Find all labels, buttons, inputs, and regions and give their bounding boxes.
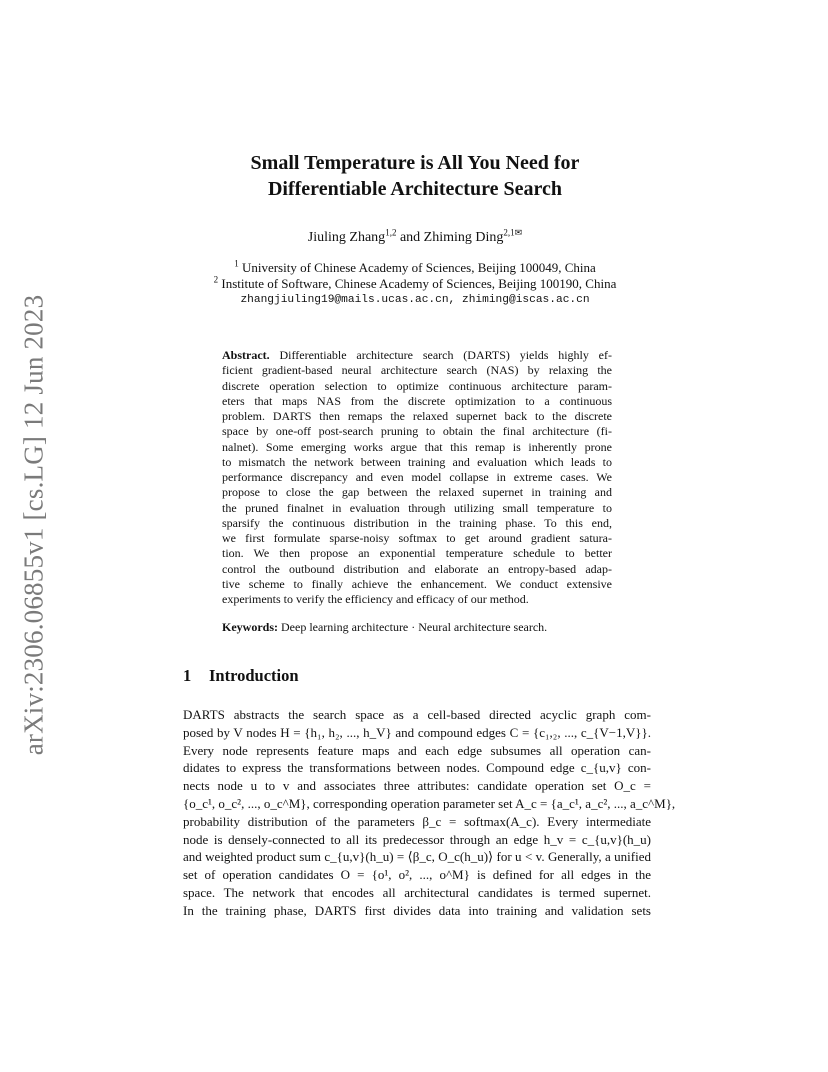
body-line: {o_c¹, o_c², ..., o_c^M}, corresponding operation parameter set A_c = {a_c¹, a_c², ..., a_c^M}, <box>183 795 676 811</box>
author-emails: zhangjiuling19@mails.ucas.ac.cn, zhiming@iscas.ac.cn <box>240 294 590 306</box>
abstract-line: Abstract. Differentiable architecture search (DARTS) yields highly ef- <box>222 348 612 362</box>
author-1-affiliation-marker: 1,2 <box>385 227 397 238</box>
paper-title <box>150 150 680 202</box>
affiliation-1 <box>150 260 680 276</box>
keywords <box>222 620 612 635</box>
abstract-line: propose to close the gap between the relaxed supernet in training and <box>222 485 612 500</box>
title-line-2: Differentiable Architecture Search <box>267 178 562 200</box>
affiliation-2 <box>150 276 680 292</box>
abstract-line: problem. DARTS then remaps the relaxed supernet back to the discrete <box>222 409 612 423</box>
body-line: posed by V nodes H = {h₁, h₂, ..., h_V} and compound edges C = {c₁,₂, ..., c_{V−1,V}}. <box>183 724 651 740</box>
abstract-label: Abstract. <box>222 348 270 362</box>
body-line: didates to express the transformations between nodes. Compound edge c_{u,v} con- <box>183 760 651 776</box>
body-line: DARTS abstracts the search space as a cell-based directed acyclic graph com- <box>183 707 651 722</box>
abstract-line: the pruned finalnet in evaluation through utilizing small temperature to <box>222 500 612 515</box>
abstract-line: ficient gradient-based neural architecture search (NAS) by relaxing the <box>222 363 612 378</box>
abstract-line: discrete operation selection to optimize continuous architecture param- <box>222 378 612 393</box>
arxiv-sidebar <box>14 290 54 760</box>
abstract-line: to mismatch the network between training and evaluation which leads to <box>222 454 612 469</box>
body-line: Every node represents feature maps and each edge subsumes all operation can- <box>183 742 651 758</box>
affiliation-1-marker: 1 <box>234 258 239 269</box>
section-heading <box>183 666 299 686</box>
abstract-line: we first formulate sparse-noisy softmax to get around gradient satura- <box>222 531 612 545</box>
body-line: probability distribution of the parameters β_c = softmax(A_c). Every intermediate <box>183 813 651 829</box>
abstract-line: nalnet). Some emerging works argue that this remap is inherently prone <box>222 439 612 454</box>
section-number: 1 <box>183 666 192 685</box>
abstract-line: performance discrepancy and even model collapse in extreme cases. We <box>222 470 612 484</box>
author-conjunction: and <box>396 230 424 245</box>
body-line: set of operation candidates O = {o¹, o², ..., o^M} is defined for all edges in the <box>183 867 651 883</box>
abstract-line: tion. We then propose an exponential temperature schedule to better <box>222 546 612 561</box>
body-line: nects node u to v and associates three attributes: candidate operation set O_c = <box>183 778 651 794</box>
abstract-line: control the outbound distribution and elaborate an entropy-based adap- <box>222 561 612 576</box>
author-list <box>150 229 680 247</box>
abstract-line: experiments to verify the efficiency and efficacy of our method. <box>222 592 529 606</box>
body-line: and weighted product sum c_{u,v}(h_u) = ⟨β_c, O_c(h_u)⟩ for u < v. Generally, a unified <box>183 849 651 865</box>
abstract-line: tive scheme to finally achieve the enhancement. We conduct extensive <box>222 576 612 591</box>
abstract <box>222 348 612 607</box>
arxiv-identifier: arXiv:2306.06855v1 [cs.LG] 12 Jun 2023 <box>18 294 49 756</box>
keywords-label: Keywords: <box>222 620 278 634</box>
abstract-line: eters that maps NAS from the discrete optimization to a continuous <box>222 393 612 408</box>
affiliation-2-marker: 2 <box>213 274 219 285</box>
body-text <box>183 706 676 920</box>
abstract-line: sparsify the continuous distribution in the training phase. To this end, <box>222 515 612 530</box>
body-line: space. The network that encodes all architectural candidates is termed supernet. <box>183 884 651 900</box>
author-2-affiliation-marker: 2,1✉ <box>503 227 523 238</box>
body-line: node is densely-connected to all its predecessor through an edge h_v = c_{u,v}(h_u) <box>183 831 651 847</box>
affiliation-2-text: Institute of Software, Chinese Academy of Sciences, Beijing 100190, China <box>218 276 617 291</box>
title-line-1: Small Temperature is All You Need for <box>250 152 580 174</box>
keywords-text: Deep learning architecture · Neural architecture search. <box>278 620 548 634</box>
body-line: In the training phase, DARTS first divides data into training and validation sets <box>183 902 651 918</box>
section-title: Introduction <box>209 666 299 685</box>
affiliation-1-text: University of Chinese Academy of Sciences, Beijing 100049, China <box>238 260 596 275</box>
author-name-2: Zhiming Ding <box>423 230 504 245</box>
abstract-line: space by one-off post-search pruning to obtain the final architecture (fi- <box>222 424 612 439</box>
affiliations <box>150 260 680 308</box>
author-name-1: Jiuling Zhang <box>307 230 386 245</box>
